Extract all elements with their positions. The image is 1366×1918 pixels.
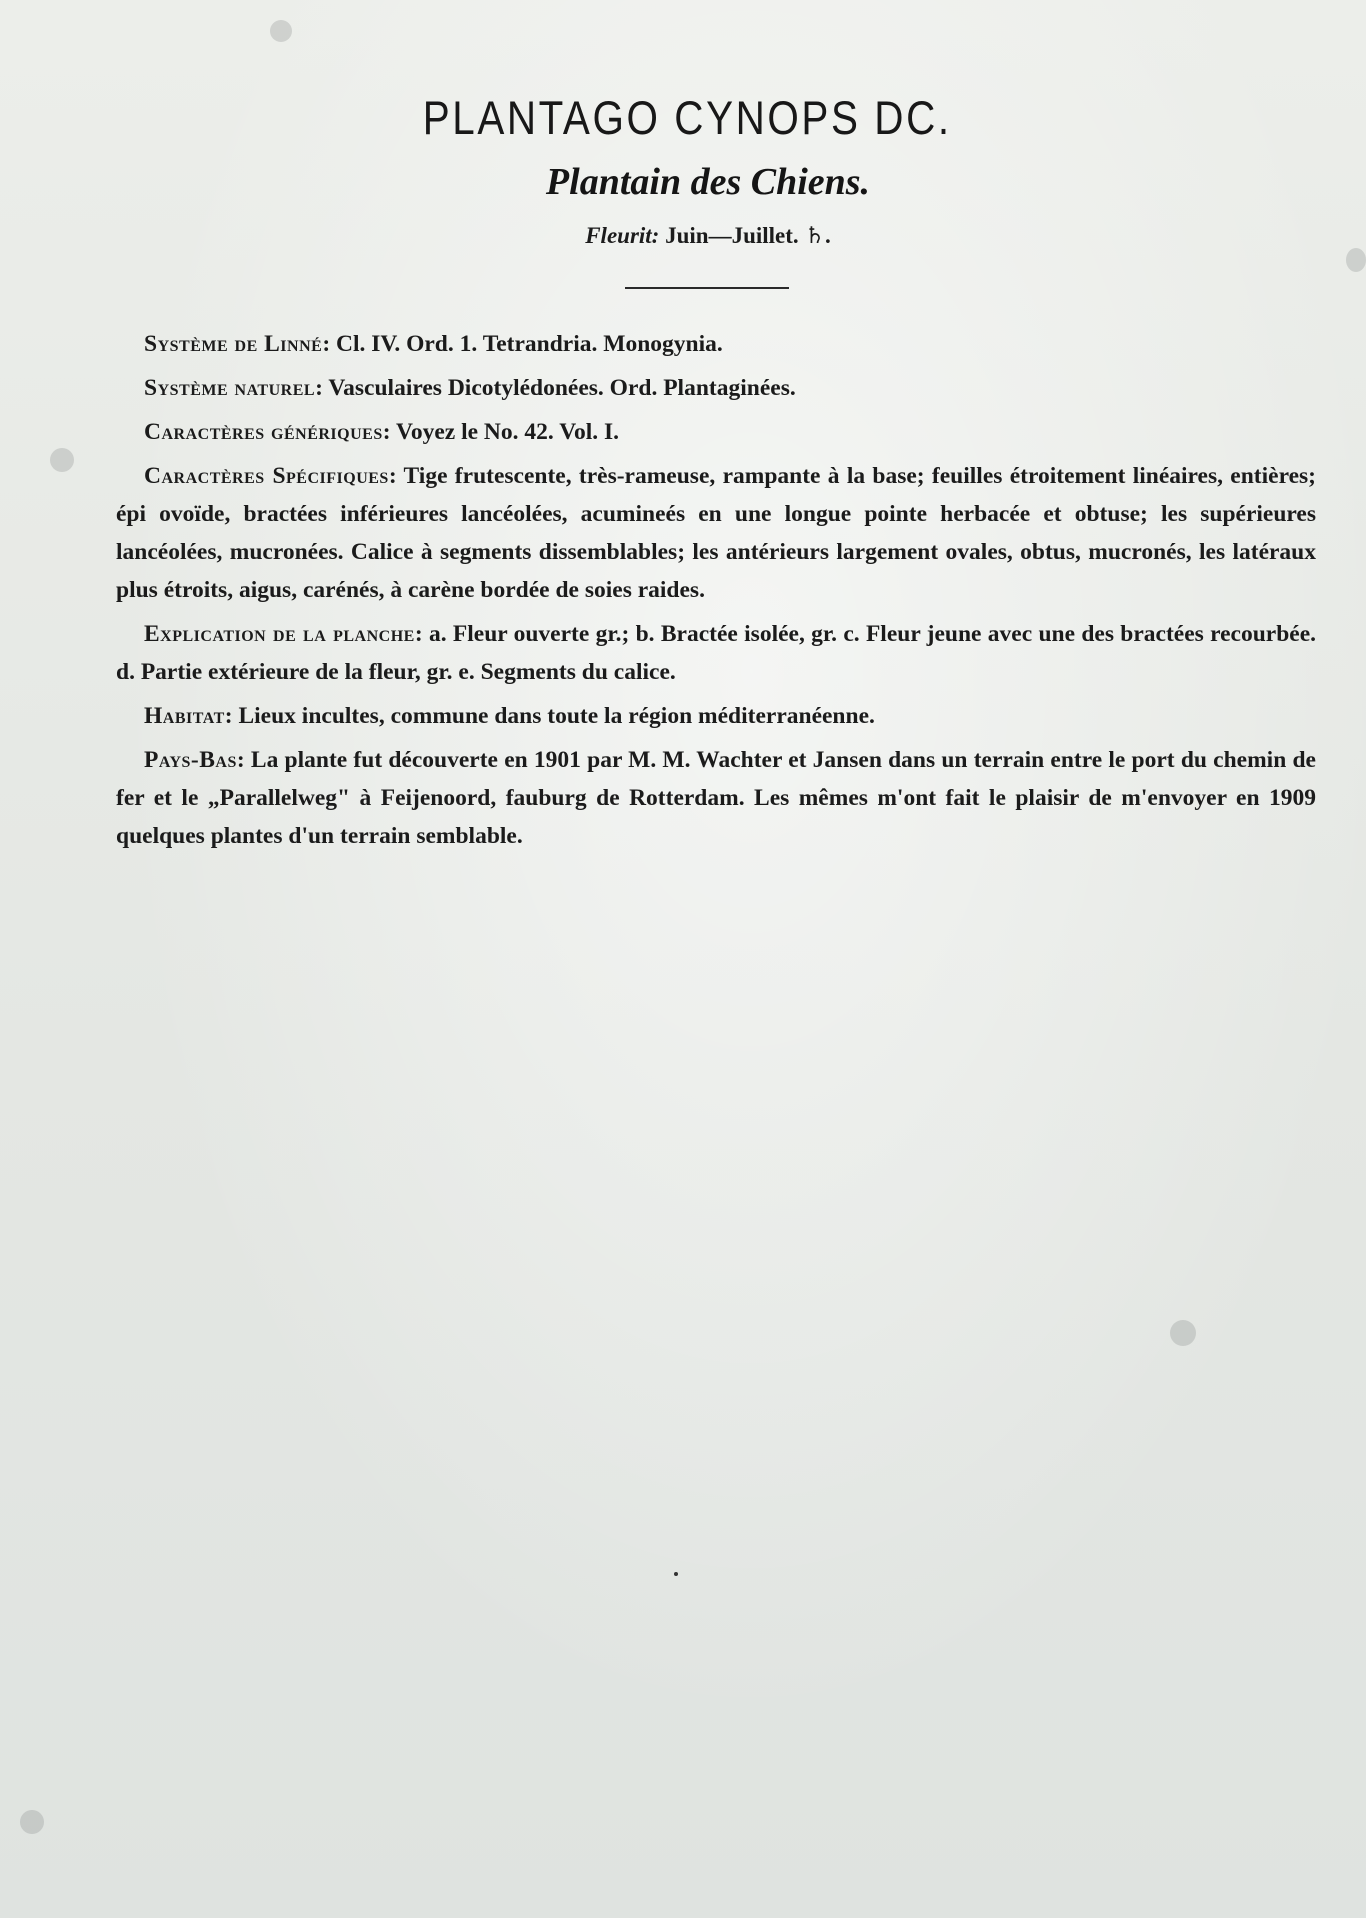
paragraph-heading: Système de Linné (144, 331, 323, 357)
page-title: PLANTAGO CYNOPS DC. (422, 91, 952, 144)
flowering-value: Juin—Juillet. ♄. (665, 223, 831, 248)
paragraph-heading: Système naturel (144, 375, 316, 401)
paragraph-linne-system: Système de Linné: Cl. IV. Ord. 1. Tetrandria. Monogynia. (144, 331, 723, 357)
paper-speck (270, 20, 292, 42)
paragraph-text: Lieux incultes, commune dans toute la région méditerranéenne. (238, 703, 875, 729)
paragraph-text: a. Fleur ouverte gr.; b. Bractée isolée, gr. c. Fleur jeune avec une des bractées recourbée. d. Partie extérieure de la fleur, gr. e. Segments du calice. (116, 621, 1317, 685)
flowering-label: Fleurit: (585, 223, 660, 248)
paragraph-plate-explanation: Explication de la planche: a. Fleur ouverte gr.; b. Bractée isolée, gr. c. Fleur jeune avec une des bractées recourbée. d. Partie extérieure de la fleur, gr. e. Segments du calice. (116, 621, 1317, 685)
paragraph-text: Tige frutescente, très-rameuse, rampante à la base; feuilles étroitement linéaires, entières; épi ovoïde, bractées inférieures lancéolées, acumineés en une longue pointe herbacée et obtuse; les supérieures lancéolées, mucronées. Calice à segments dissemblables; les antérieurs largement ovales, obtus, mucronés, les latéraux plus étroits, aigus, carénés, à carène bordée de soies raides. (116, 463, 1317, 603)
paragraph-netherlands: Pays-Bas: La plante fut découverte en 1901 par M. M. Wachter et Jansen dans un terrain entre le port du chemin de fer et le „Parallelweg" à Feijenoord, fauburg de Rotterdam. Les mêmes m'ont fait le plaisir de m'envoyer en 1909 quelques plantes d'un terrain semblable. (116, 747, 1316, 849)
description-body (116, 325, 1316, 861)
page-dot (674, 1572, 678, 1576)
paragraph-heading: Explication de la planche (144, 621, 415, 647)
paper-speck (1346, 248, 1366, 272)
paragraph-specific-characters: Caractères Spécifiques: Tige frutescente, très-rameuse, rampante à la base; feuilles étroitement linéaires, entières; épi ovoïde, bractées inférieures lancéolées, acumineés en une longue pointe herbacée et obtuse; les supérieures lancéolées, mucronées. Calice à segments dissemblables; les antérieurs largement ovales, obtus, mucronés, les latéraux plus étroits, aigus, carénés, à carène bordée de soies raides. (116, 463, 1317, 603)
page-subtitle: Plantain des Chiens. (545, 161, 871, 203)
paragraph-text: La plante fut découverte en 1901 par M. M. Wachter et Jansen dans un terrain entre le port du chemin de fer et le „Parallelweg" à Feijenoord, fauburg de Rotterdam. Les mêmes m'ont fait le plaisir de m'envoyer en 1909 quelques plantes d'un terrain semblable. (116, 747, 1316, 849)
paper-speck (1170, 1320, 1196, 1346)
paragraph-heading: Pays-Bas (144, 747, 237, 773)
paragraph-heading: Caractères Spécifiques (144, 463, 389, 489)
paragraph-text: Vasculaires Dicotylédonées. Ord. Plantaginées. (328, 375, 796, 401)
paper-speck (20, 1810, 44, 1834)
flowering-line (0, 222, 1366, 249)
paragraph-natural-system: Système naturel: Vasculaires Dicotylédonées. Ord. Plantaginées. (144, 375, 796, 401)
paragraph-heading: Caractères génériques (144, 419, 383, 445)
paragraph-habitat: Habitat: Lieux incultes, commune dans toute la région méditerranéenne. (144, 703, 875, 729)
paper-speck (50, 448, 74, 472)
paragraph-generic-characters: Caractères génériques: Voyez le No. 42. Vol. I. (144, 419, 620, 445)
paragraph-heading: Habitat (144, 703, 225, 729)
paragraph-text: Cl. IV. Ord. 1. Tetrandria. Monogynia. (336, 331, 723, 357)
title-divider (625, 287, 789, 289)
paragraph-text: Voyez le No. 42. Vol. I. (396, 419, 620, 445)
